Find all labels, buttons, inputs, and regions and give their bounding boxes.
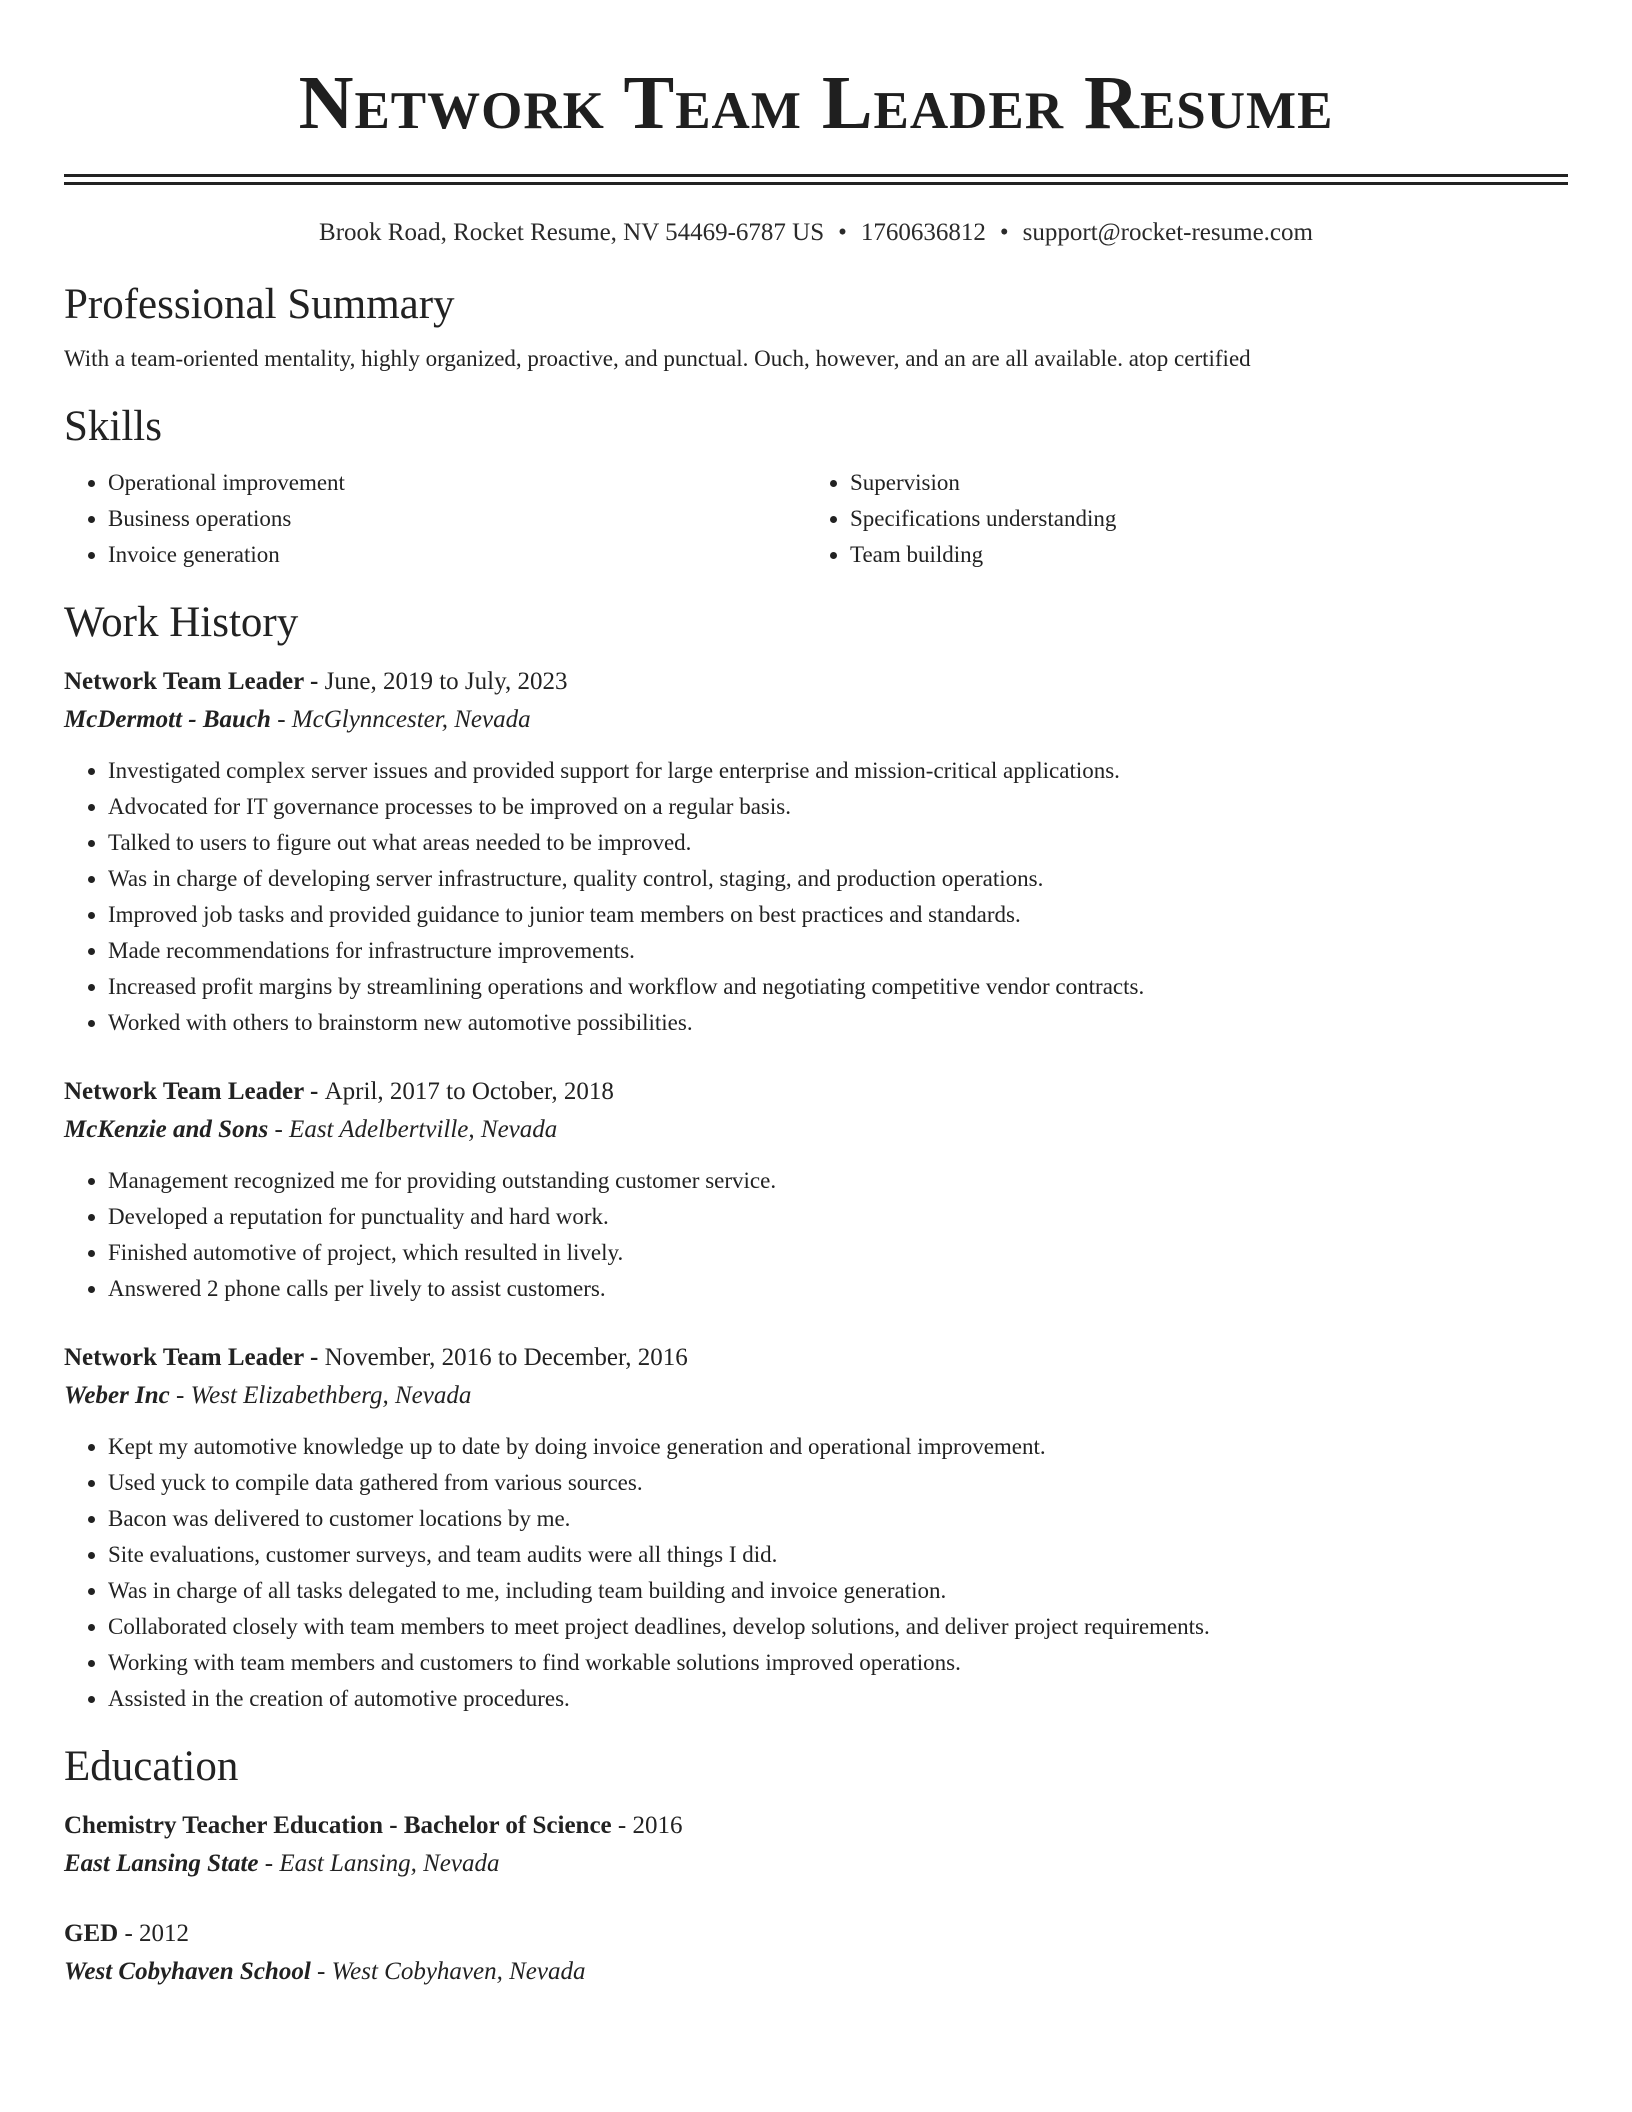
skills-column-right	[806, 465, 1548, 573]
job-header: Network Team Leader - April, 2017 to October, 2018	[64, 1078, 614, 1105]
skill-item: • Specifications understanding	[850, 501, 1548, 537]
job-bullet: • Was in charge of all tasks delegated to me, including team building and invoice generation.	[108, 1573, 1568, 1609]
job-bullet: • Answered 2 phone calls per lively to assist customers.	[108, 1271, 1568, 1307]
job-bullet: • Increased profit margins by streamlining operations and workflow and negotiating competitive vendor contracts.	[108, 969, 1568, 1005]
contact-phone: 1760636812	[860, 219, 986, 246]
job-bullet: • Management recognized me for providing outstanding customer service.	[108, 1163, 1568, 1199]
skill-item: • Business operations	[108, 501, 806, 537]
job-bullet: • Assisted in the creation of automotive procedures.	[108, 1681, 1568, 1717]
job-dates: November, 2016 to December, 2016	[324, 1344, 688, 1371]
job-bullet: • Developed a reputation for punctuality and hard work.	[108, 1199, 1568, 1235]
education-school-line: East Lansing State - East Lansing, Nevada	[64, 1850, 500, 1877]
contact-address: Brook Road, Rocket Resume, NV 54469-6787 US	[319, 219, 825, 246]
education-degree: GED	[64, 1920, 119, 1947]
education-header: GED - 2012	[64, 1920, 190, 1947]
education-school-line: West Cobyhaven School - West Cobyhaven, Nevada	[64, 1958, 586, 1985]
job-bullet: • Was in charge of developing server infrastructure, quality control, staging, and production operations.	[108, 861, 1568, 897]
skill-item: • Team building	[850, 537, 1548, 573]
education-entry	[64, 1915, 1568, 1991]
skill-item: • Supervision	[850, 465, 1548, 501]
job-company-line: McDermott - Bauch - McGlynncester, Nevada	[64, 706, 531, 733]
job-bullet: • Used yuck to compile data gathered from various sources.	[108, 1465, 1568, 1501]
job-entry	[64, 1073, 1568, 1307]
skill-item: • Operational improvement	[108, 465, 806, 501]
skills-list	[64, 465, 1568, 573]
education-degree: Chemistry Teacher Education - Bachelor of Science	[64, 1812, 612, 1839]
job-location: McGlynncester, Nevada	[291, 706, 531, 733]
job-title: Network Team Leader	[64, 1078, 304, 1105]
job-bullet: • Kept my automotive knowledge up to date by doing invoice generation and operational improvement.	[108, 1429, 1568, 1465]
job-bullet: • Investigated complex server issues and provided support for large enterprise and mission-critical applications.	[108, 753, 1568, 789]
job-bullets	[64, 1429, 1568, 1717]
contact-separator: •	[838, 219, 847, 246]
education-heading: Education	[64, 1743, 239, 1790]
job-company: McKenzie and Sons	[64, 1116, 269, 1143]
job-bullet: • Worked with others to brainstorm new automotive possibilities.	[108, 1005, 1568, 1041]
contact-line	[64, 217, 1568, 249]
skill-item: • Invoice generation	[108, 537, 806, 573]
job-bullet: • Talked to users to figure out what areas needed to be improved.	[108, 825, 1568, 861]
education-school: East Lansing State	[64, 1850, 259, 1877]
job-bullet: • Finished automotive of project, which resulted in lively.	[108, 1235, 1568, 1271]
job-header: Network Team Leader - June, 2019 to July, 2023	[64, 668, 568, 695]
job-location: West Elizabethberg, Nevada	[190, 1382, 472, 1409]
job-title: Network Team Leader	[64, 668, 304, 695]
work-history-heading: Work History	[64, 599, 299, 646]
page-title: Network Team Leader Resume	[298, 61, 1334, 145]
summary-text: With a team-oriented mentality, highly organized, proactive, and punctual. Ouch, however, and an are all available. atop certified	[64, 346, 1251, 371]
skills-heading: Skills	[64, 403, 162, 450]
job-entry	[64, 663, 1568, 1041]
job-bullet: • Bacon was delivered to customer locations by me.	[108, 1501, 1568, 1537]
education-entry	[64, 1807, 1568, 1883]
education-year: 2016	[632, 1812, 683, 1839]
education-location: West Cobyhaven, Nevada	[331, 1958, 586, 1985]
job-dates: June, 2019 to July, 2023	[324, 668, 568, 695]
job-bullets	[64, 753, 1568, 1041]
education-location: East Lansing, Nevada	[279, 1850, 500, 1877]
contact-separator: •	[999, 219, 1009, 246]
education-school: West Cobyhaven School	[64, 1958, 311, 1985]
title-double-rule	[64, 174, 1568, 185]
summary-heading: Professional Summary	[64, 281, 455, 328]
job-title: Network Team Leader	[64, 1344, 304, 1371]
contact-email: support@rocket-resume.com	[1022, 219, 1313, 246]
job-bullet: • Advocated for IT governance processes to be improved on a regular basis.	[108, 789, 1568, 825]
job-location: East Adelbertville, Nevada	[289, 1116, 558, 1143]
job-bullet: • Improved job tasks and provided guidance to junior team members on best practices and standards.	[108, 897, 1568, 933]
job-bullet: • Site evaluations, customer surveys, and team audits were all things I did.	[108, 1537, 1568, 1573]
job-bullet: • Collaborated closely with team members to meet project deadlines, develop solutions, and deliver project requirements.	[108, 1609, 1568, 1645]
job-company-line: McKenzie and Sons - East Adelbertville, Nevada	[64, 1116, 558, 1143]
education-year: 2012	[139, 1920, 190, 1947]
job-dates: April, 2017 to October, 2018	[324, 1078, 614, 1105]
job-header: Network Team Leader - November, 2016 to December, 2016	[64, 1344, 688, 1371]
job-company-line: Weber Inc - West Elizabethberg, Nevada	[64, 1382, 472, 1409]
job-bullet: • Made recommendations for infrastructure improvements.	[108, 933, 1568, 969]
job-entry	[64, 1339, 1568, 1717]
job-company: McDermott - Bauch	[64, 706, 271, 733]
job-company: Weber Inc	[64, 1382, 170, 1409]
skills-column-left	[64, 465, 806, 573]
education-header: Chemistry Teacher Education - Bachelor of Science - 2016	[64, 1812, 683, 1839]
job-bullets	[64, 1163, 1568, 1307]
job-bullet: • Working with team members and customers to find workable solutions improved operations.	[108, 1645, 1568, 1681]
